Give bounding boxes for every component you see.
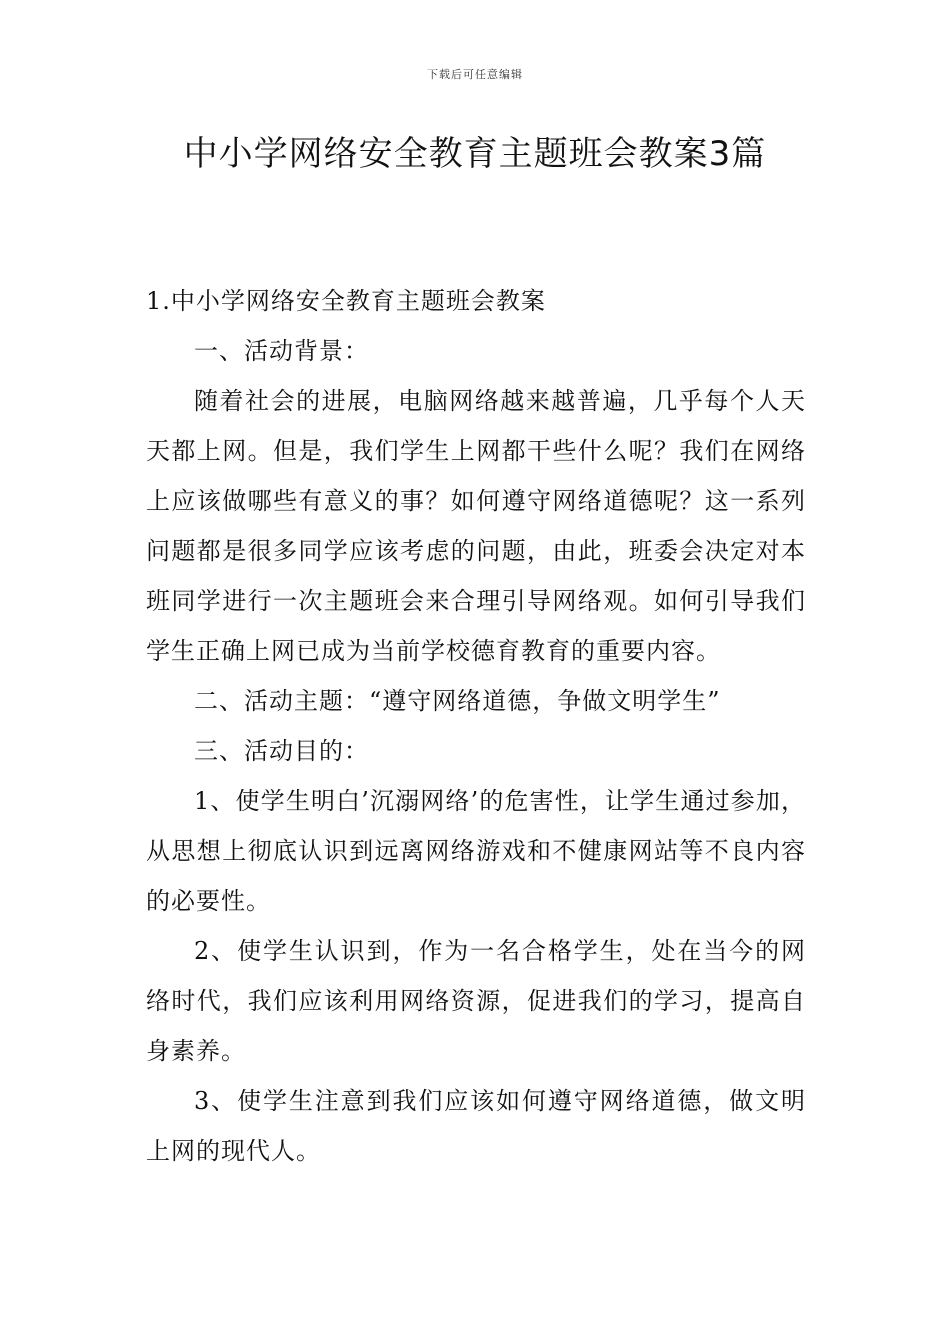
paragraph-theme: 二、活动主题：“遵守网络道德，争做文明学生”	[194, 687, 721, 715]
paragraph-purpose-1: 1、使学生明白’沉溺网络’的危害性，让学生通过参加，从思想上彻底认识到远离网络游戏和不健康网站等不良内容的必要性。	[146, 787, 806, 915]
section-heading: 1.中小学网络安全教育主题班会教案	[146, 287, 546, 315]
paragraph-purpose-heading: 三、活动目的：	[194, 737, 369, 765]
paragraph-background-text: 随着社会的进展，电脑网络越来越普遍，几乎每个人天天都上网。但是，我们学生上网都干些什么呢？我们在网络上应该做哪些有意义的事？如何遵守网络道德呢？这一系列问题都是很多同学应该考虑的问题，由此，班委会决定对本班同学进行一次主题班会来合理引导网络观。如何引导我们学生正确上网已成为当前学校德育教育的重要内容。	[146, 387, 806, 665]
header-note: 下载后可任意编辑	[427, 68, 523, 81]
paragraph-purpose-2: 2、使学生认识到，作为一名合格学生，处在当今的网络时代，我们应该利用网络资源，促进我们的学习，提高自身素养。	[146, 937, 806, 1065]
document-body	[146, 276, 806, 1176]
paragraph-purpose-3: 3、使学生注意到我们应该如何遵守网络道德，做文明上网的现代人。	[146, 1087, 806, 1165]
paragraph-background-heading: 一、活动背景：	[194, 337, 369, 365]
document-title: 中小学网络安全教育主题班会教案3篇	[183, 134, 767, 174]
